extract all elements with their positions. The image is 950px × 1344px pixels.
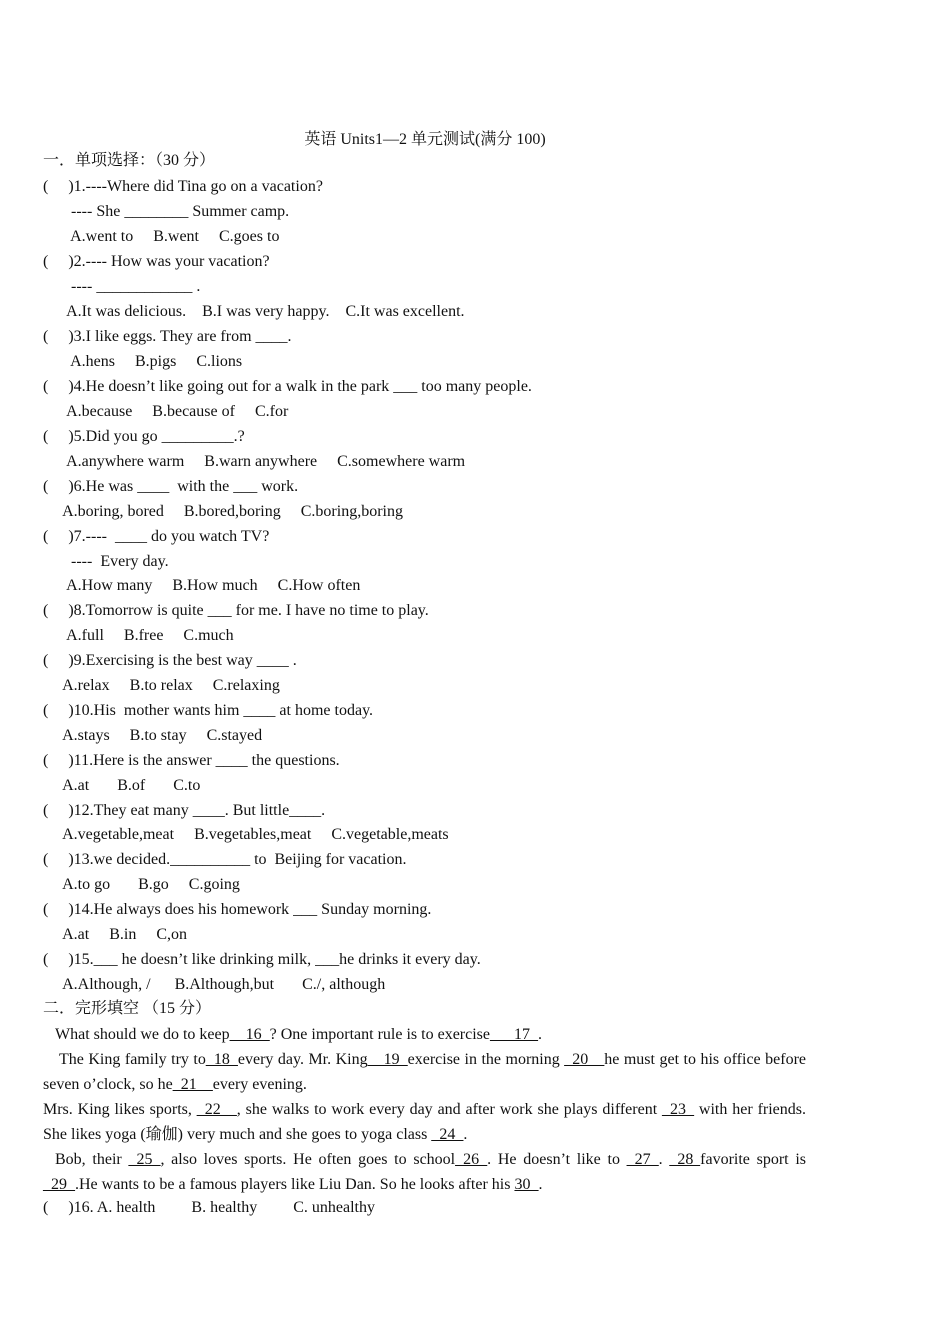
- question-line: ( )4.He doesn’t like going out for a walk in the park ___ too many people.: [43, 378, 532, 395]
- cloze-text: , she walks to work every day and after work she plays different: [236, 1101, 663, 1118]
- question-line: ( )11.Here is the answer ____ the questions.: [43, 752, 340, 769]
- cloze-text: The King family try to: [59, 1051, 206, 1068]
- question-line: ( )14.He always does his homework ___ Sunday morning.: [43, 901, 432, 918]
- answer-options: A.went to B.went C.goes to: [43, 228, 280, 245]
- cloze-blank: _29_: [43, 1176, 75, 1193]
- cloze-blank: __16_: [229, 1026, 270, 1043]
- question-line: ( )5.Did you go _________.?: [43, 428, 245, 445]
- answer-options: A.to go B.go C.going: [43, 876, 240, 893]
- question-line: ---- Every day.: [43, 553, 169, 570]
- section-heading-cloze: 二．完形填空 （15 分）: [43, 1000, 212, 1017]
- cloze-paragraph-1: [43, 1022, 806, 1047]
- question-line: ( )15.___ he doesn’t like drinking milk, ___he drinks it every day.: [43, 951, 481, 968]
- cloze-blank: _27_: [626, 1151, 659, 1168]
- page-title: 英语 Units1—2 单元测试(满分 100): [304, 131, 546, 148]
- cloze-text: .He wants to be a famous players like Liu Dan. So he looks after his: [75, 1176, 515, 1193]
- question-line: ( )10.His mother wants him ____ at home today.: [43, 702, 374, 719]
- cloze-text: , also loves sports. He often goes to school: [160, 1151, 456, 1168]
- answer-options: A.at B.in C,on: [43, 926, 188, 943]
- cloze-blank: __19_: [367, 1051, 408, 1068]
- answer-options: A.hens B.pigs C.lions: [43, 353, 243, 370]
- question-line: ( )6.He was ____ with the ___ work.: [43, 478, 299, 495]
- cloze-text: every evening.: [212, 1076, 307, 1093]
- cloze-blank: _20__: [564, 1051, 605, 1068]
- cloze-blank: _28: [669, 1151, 701, 1168]
- question-line: ( )3.I like eggs. They are from ____.: [43, 328, 292, 345]
- cloze-blank: _22__: [196, 1101, 237, 1118]
- cloze-text: . He doesn’t like to: [487, 1151, 627, 1168]
- cloze-text: exercise in the morning: [407, 1051, 565, 1068]
- cloze-text: Bob, their: [55, 1151, 129, 1168]
- cloze-text: .: [538, 1176, 543, 1193]
- cloze-text: with her friends. She likes yoga (瑜伽) very much and she goes to yoga class: [43, 1101, 806, 1143]
- cloze-text: What should we do to keep: [55, 1026, 230, 1043]
- question-line: ---- ____________ .: [43, 278, 201, 295]
- cloze-text: he must get to his office before seven o’clock, so he: [43, 1051, 807, 1093]
- section-heading-multiple-choice: 一．单项选择：（30 分）: [43, 152, 216, 169]
- cloze-blank: 30_: [514, 1176, 539, 1193]
- answer-options: A.at B.of C.to: [43, 777, 201, 794]
- question-line: ( )1.----Where did Tina go on a vacation?: [43, 178, 323, 195]
- answer-options: A.vegetable,meat B.vegetables,meat C.vegetable,meats: [43, 826, 449, 843]
- answer-options: A.relax B.to relax C.relaxing: [43, 677, 280, 694]
- answer-options: A.Although, / B.Although,but C./, although: [43, 976, 386, 993]
- answer-options: A.because B.because of C.for: [43, 403, 289, 420]
- cloze-text: .: [463, 1126, 468, 1143]
- question-line: ( )12.They eat many ____. But little____.: [43, 802, 326, 819]
- cloze-text: every day. Mr. King: [237, 1051, 368, 1068]
- cloze-blank: _23_: [662, 1101, 695, 1118]
- cloze-text: .: [658, 1151, 670, 1168]
- question-line: ---- She ________ Summer camp.: [43, 203, 290, 220]
- answer-options: A.stays B.to stay C.stayed: [43, 727, 263, 744]
- answer-options: A.anywhere warm B.warn anywhere C.somewhere warm: [43, 453, 466, 470]
- cloze-blank: _24_: [431, 1126, 464, 1143]
- cloze-text: favorite sport is: [700, 1151, 807, 1168]
- cloze-blank: _21__: [172, 1076, 213, 1093]
- cloze-blank: ___17_: [490, 1026, 538, 1043]
- question-line: ( )9.Exercising is the best way ____ .: [43, 652, 297, 669]
- cloze-blank: _26_: [455, 1151, 488, 1168]
- answer-options: A.full B.free C.much: [43, 627, 234, 644]
- question-line: ( )2.---- How was your vacation?: [43, 253, 270, 270]
- cloze-text: ? One important rule is to exercise: [269, 1026, 490, 1043]
- cloze-paragraph-2: [43, 1047, 806, 1097]
- cloze-blank: _25_: [128, 1151, 161, 1168]
- answer-options: A.boring, bored B.bored,boring C.boring,boring: [43, 503, 403, 520]
- answer-options: A.It was delicious. B.I was very happy. C.It was excellent.: [43, 303, 465, 320]
- question-line: ( )8.Tomorrow is quite ___ for me. I have no time to play.: [43, 602, 429, 619]
- question-line: ( )16. A. health B. healthy C. unhealthy: [43, 1199, 375, 1216]
- cloze-text: Mrs. King likes sports,: [43, 1101, 197, 1118]
- cloze-blank: _18_: [205, 1051, 238, 1068]
- question-line: ( )13.we decided.__________ to Beijing for vacation.: [43, 851, 407, 868]
- cloze-paragraph-4: [43, 1147, 806, 1197]
- question-line: ( )7.---- ____ do you watch TV?: [43, 528, 270, 545]
- answer-options: A.How many B.How much C.How often: [43, 577, 361, 594]
- cloze-paragraph-3: [43, 1097, 806, 1147]
- cloze-text: .: [538, 1026, 542, 1043]
